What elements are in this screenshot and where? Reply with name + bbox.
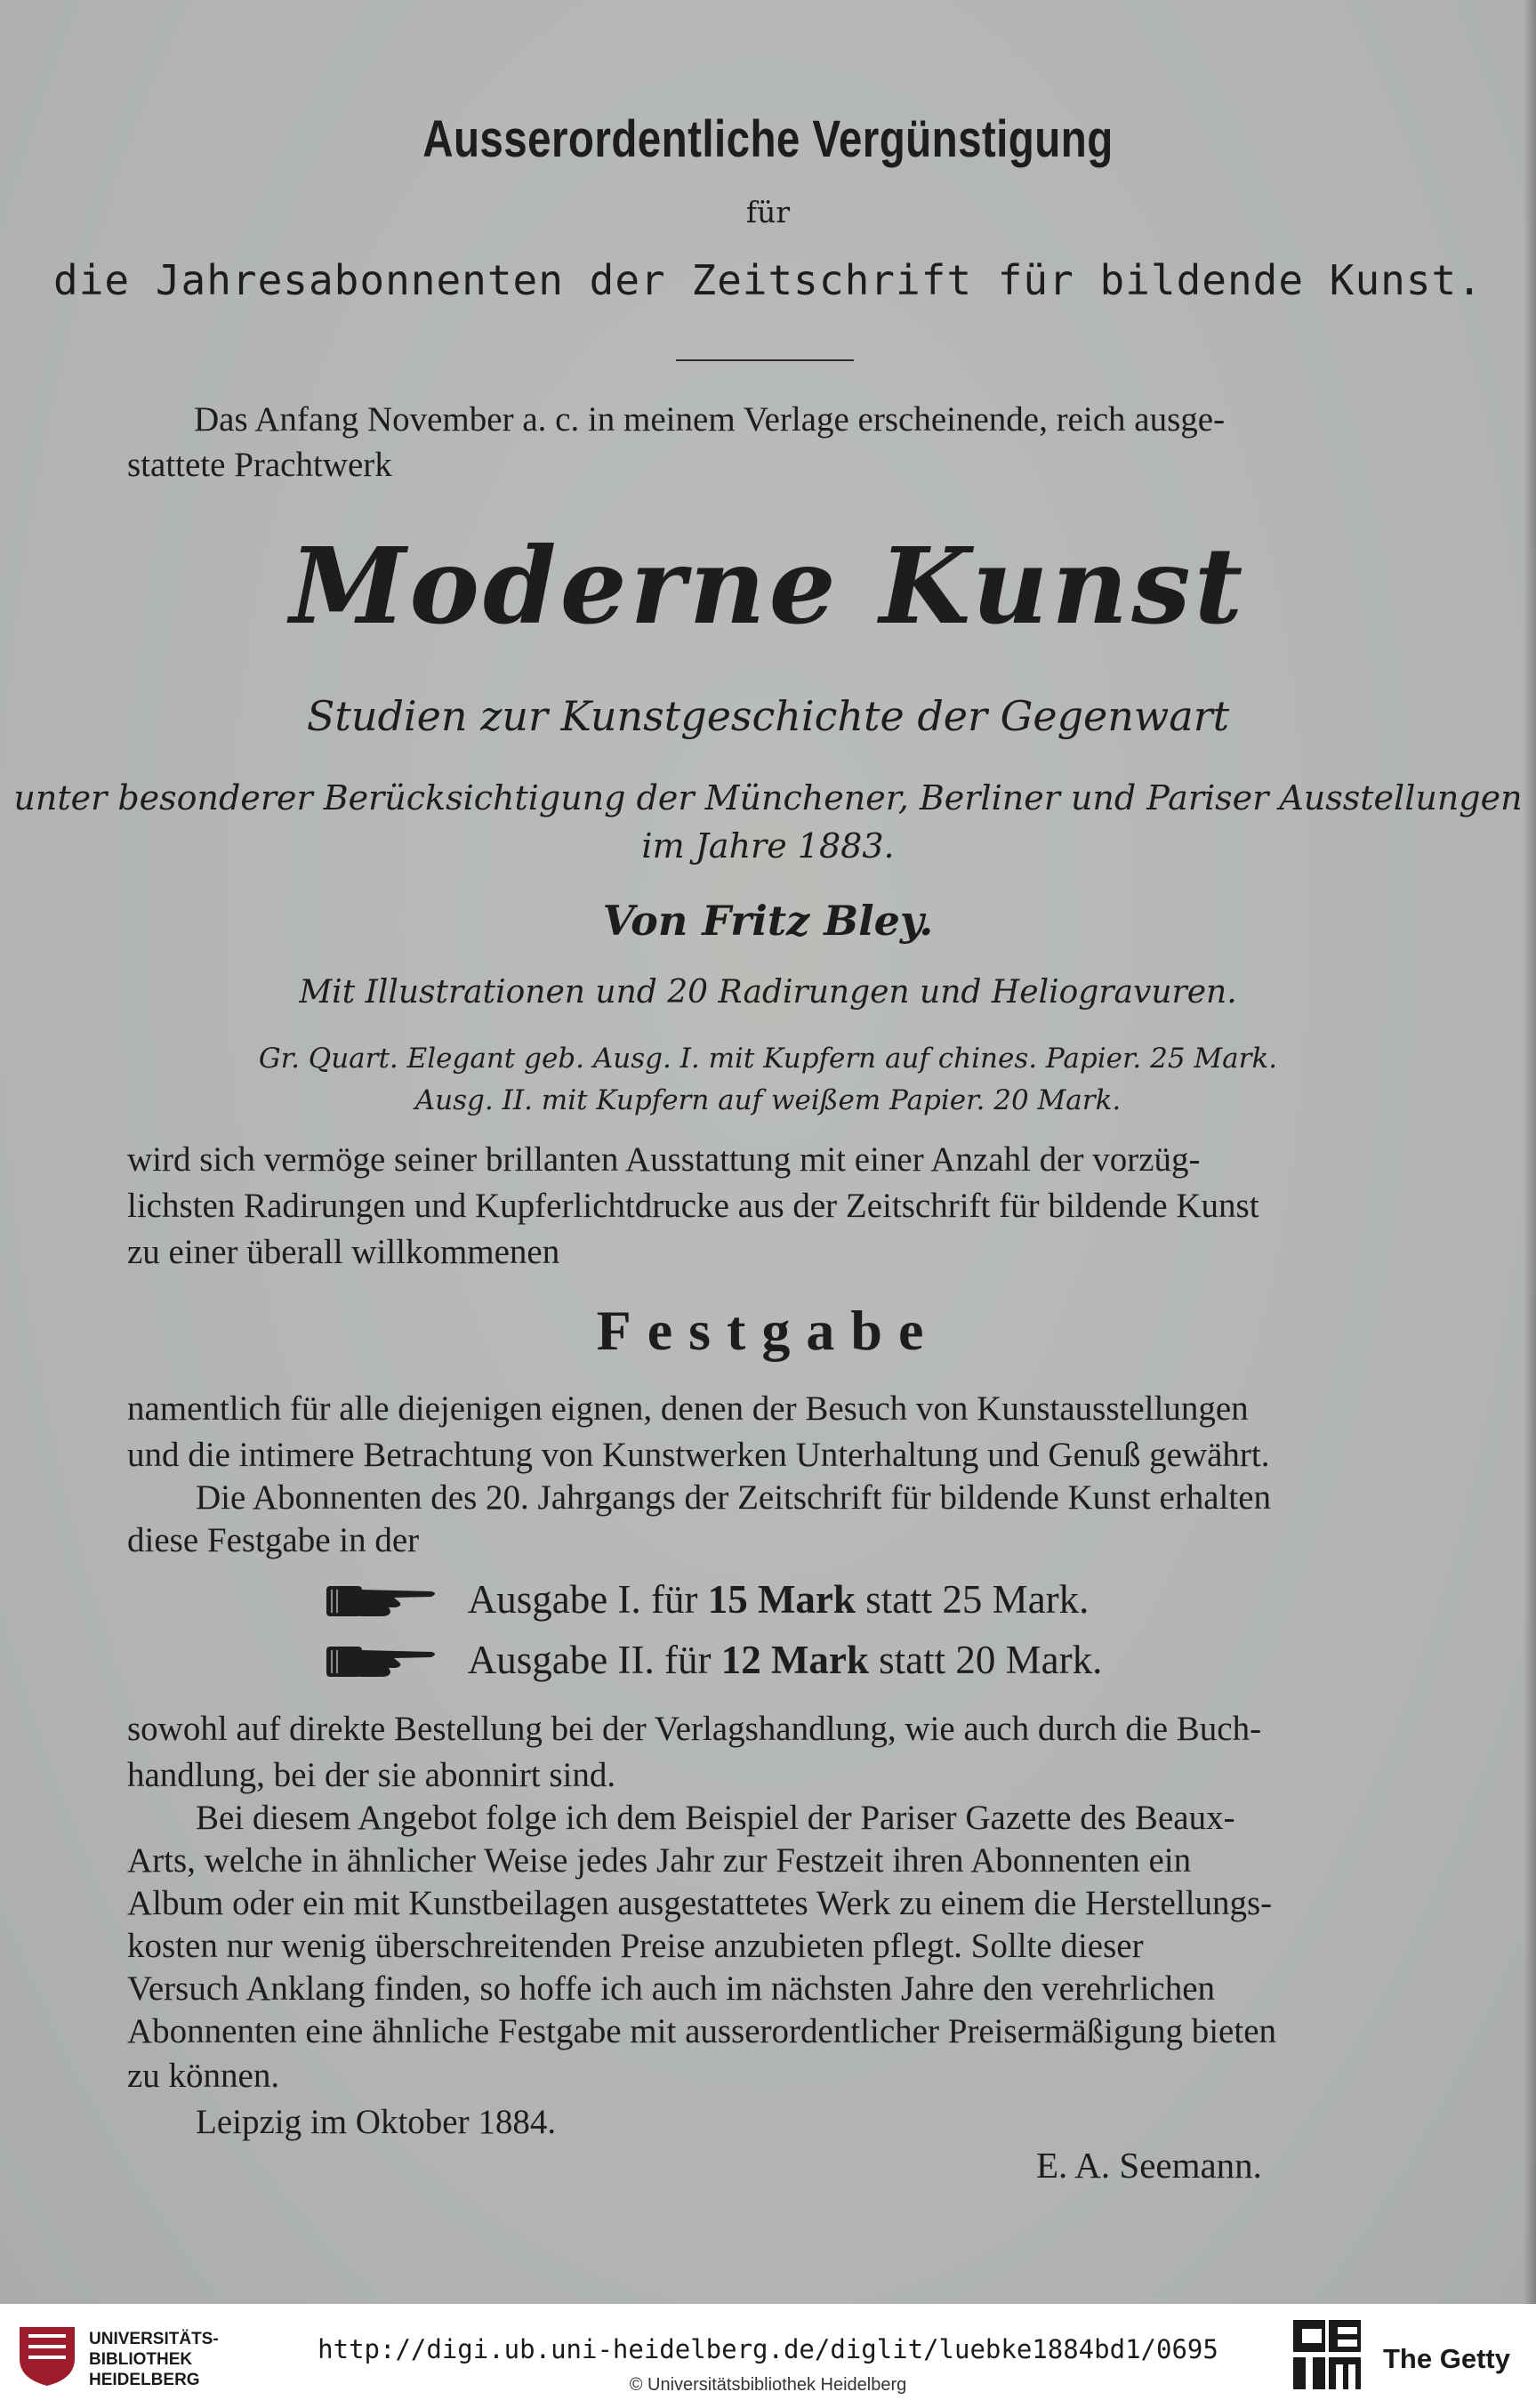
subtitle-line-2: im Jahre 1883.	[641, 826, 895, 866]
para3-line-1: sowohl auf direkte Bestellung bei der Verlagshandlung, wie auch durch die Buch-	[127, 1710, 1262, 1748]
para1-line-1: wird sich vermöge seiner brillanten Ausstattung mit einer Anzahl der vorzüg-	[127, 1140, 1201, 1179]
para3-line-5: Album oder ein mit Kunstbeilagen ausgestattetes Werk zu einem die Herstellungs-	[127, 1884, 1273, 1922]
offer-row-2	[325, 1640, 1102, 1687]
intro-line-2: stattete Prachtwerk	[127, 446, 392, 484]
para3-line-8: Abonnenten eine ähnliche Festgabe mit ausserordentlicher Preisermäßigung bieten	[127, 2012, 1277, 2050]
offer-prefix: Ausgabe I. für	[467, 1577, 698, 1622]
para2-line-2: und die intimere Betrachtung von Kunstwerken Unterhaltung und Genuß gewährt.	[127, 1436, 1270, 1474]
book-title: Moderne Kunst	[289, 524, 1247, 648]
pointing-hand-icon	[325, 1641, 440, 1687]
para3-line-4: Arts, welche in ähnlicher Weise jedes Jahr zur Festzeit ihren Abonnenten ein	[127, 1841, 1192, 1880]
para2-line-1: namentlich für alle diejenigen eignen, denen der Besuch von Kunstausstellungen	[127, 1389, 1249, 1428]
para2-line-3: Die Abonnenten des 20. Jahrgangs der Zeitschrift für bildende Kunst erhalten	[196, 1478, 1272, 1517]
para3-line-2: handlung, bei der sie abonnirt sind.	[127, 1756, 616, 1794]
offer-suffix: statt 20 Mark.	[879, 1638, 1103, 1682]
pointing-hand-icon	[325, 1581, 440, 1627]
illustrations: Mit Illustrationen und 20 Radirungen und Heliogravuren.	[299, 974, 1237, 1011]
library-line-2: BIBLIOTHEK	[89, 2350, 193, 2369]
library-line-1: UNIVERSITÄTS-	[89, 2330, 219, 2348]
source-url[interactable]: http://digi.ub.uni-heidelberg.de/diglit/luebke1884bd1/0695	[318, 2334, 1218, 2364]
library-line-3: HEIDELBERG	[89, 2371, 200, 2389]
getty-label: The Getty	[1383, 2343, 1510, 2374]
getty-logo-icon	[1290, 2316, 1364, 2402]
signature: E. A. Seemann.	[1036, 2145, 1262, 2186]
para3-line-6: kosten nur wenig überschreitenden Preise anzubieten pflegt. Sollte dieser	[127, 1927, 1144, 1965]
para3-line-7: Versuch Anklang finden, so hoffe ich auch im nächsten Jahre den verehrlichen	[127, 1969, 1216, 2008]
offer-prefix: Ausgabe II. für	[467, 1638, 712, 1682]
author: Von Fritz Bley.	[602, 897, 934, 945]
offer-price: 12 Mark	[720, 1638, 869, 1682]
heading: Ausserordentliche Vergünstigung	[422, 110, 1114, 168]
subtitle-line-1: unter besonderer Berücksichtigung der Münchener, Berliner und Pariser Ausstellungen	[13, 778, 1523, 817]
offer-price: 15 Mark	[707, 1577, 856, 1622]
copyright: © Universitätsbibliothek Heidelberg	[629, 2375, 907, 2395]
offer-suffix: statt 25 Mark.	[865, 1577, 1090, 1622]
heading-line	[0, 110, 1536, 168]
divider	[676, 359, 854, 361]
book-subtitle: Studien zur Kunstgeschichte der Gegenwart	[306, 692, 1230, 740]
para2-line-4: diese Festgabe in der	[127, 1521, 420, 1559]
para1-line-3: zu einer überall willkommenen	[127, 1233, 560, 1271]
para3-line-3: Bei diesem Angebot folge ich dem Beispiel der Pariser Gazette des Beaux-	[196, 1799, 1235, 1837]
intro-line-1	[194, 402, 1405, 437]
intro-text-1: Das Anfang November a. c. in meinem Verlage erscheinende, reich ausge-	[194, 400, 1226, 439]
subheading: die Jahresabonnenten der Zeitschrift für bildende Kunst.	[53, 256, 1483, 304]
footer-bar	[0, 2304, 1536, 2408]
offer-row-1	[325, 1577, 1090, 1627]
para3-line-9: zu können.	[127, 2057, 280, 2095]
festgabe-heading: Festgabe	[596, 1299, 940, 1362]
edition-line-2: Ausg. II. mit Kupfern auf weißem Papier. 20 Mark.	[414, 1084, 1122, 1116]
place-date: Leipzig im Oktober 1884.	[196, 2103, 557, 2141]
fuer-line: für	[745, 195, 791, 230]
edition-line-1: Gr. Quart. Elegant geb. Ausg. I. mit Kupfern auf chines. Papier. 25 Mark.	[258, 1043, 1278, 1075]
para1-line-2: lichsten Radirungen und Kupferlichtdrucke aus der Zeitschrift für bildende Kunst	[127, 1187, 1259, 1225]
